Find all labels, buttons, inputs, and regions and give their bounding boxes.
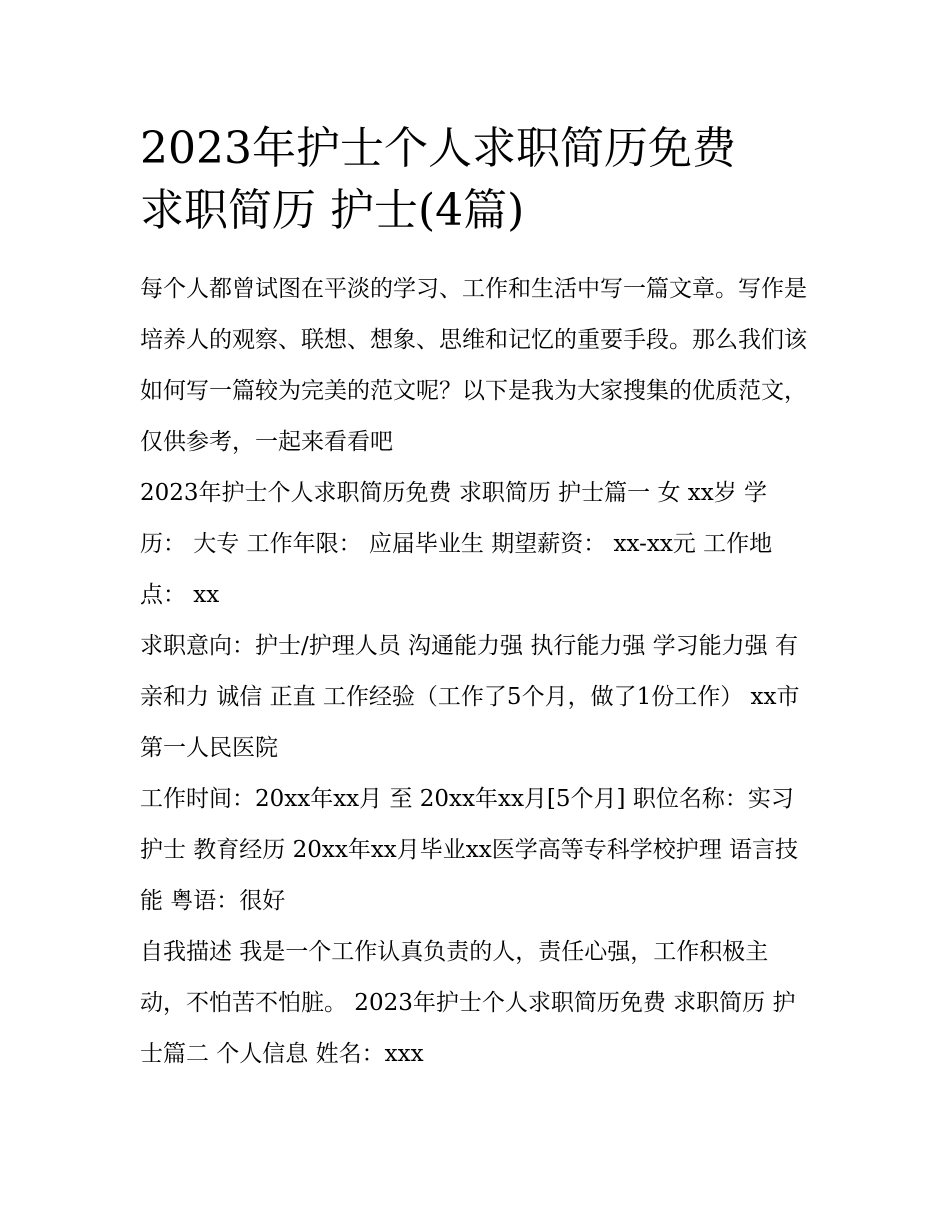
document-title bbox=[140, 118, 812, 242]
document-body bbox=[140, 118, 812, 1080]
title-line-2: 求职简历 护士(4篇) bbox=[140, 185, 525, 236]
work-time-paragraph: 工作时间：20xx年xx月 至 20xx年xx月[5个月] 职位名称：实习护士 教育经历 20xx年xx月毕业xx医学高等专科学校护理 语言技能 粤语：很好 bbox=[140, 786, 799, 914]
intro-paragraph: 每个人都曾试图在平淡的学习、工作和生活中写一篇文章。写作是培养人的观察、联想、想象、思维和记忆的重要手段。那么我们该如何写一篇较为完美的范文呢？以下是我为大家搜集的优质范文，仅供参考，一起来看看吧 bbox=[140, 276, 807, 455]
title-line-1: 2023年护士个人求职简历免费 bbox=[140, 123, 736, 174]
self-description-paragraph: 自我描述 我是一个工作认真负责的人，责任心强，工作积极主动，不怕苦不怕脏。 2023年护士个人求职简历免费 求职简历 护士篇二 个人信息 姓名：xxx bbox=[140, 939, 796, 1067]
job-intention-paragraph: 求职意向：护士/护理人员 沟通能力强 执行能力强 学习能力强 有亲和力 诚信 正直 工作经验（工作了5个月，做了1份工作） xx市第一人民医院 bbox=[140, 633, 800, 761]
resume-basic-info-paragraph: 2023年护士个人求职简历免费 求职简历 护士篇一 女 xx岁 学历： 大专 工作年限： 应届毕业生 期望薪资： xx-xx元 工作地点： xx bbox=[140, 480, 773, 608]
